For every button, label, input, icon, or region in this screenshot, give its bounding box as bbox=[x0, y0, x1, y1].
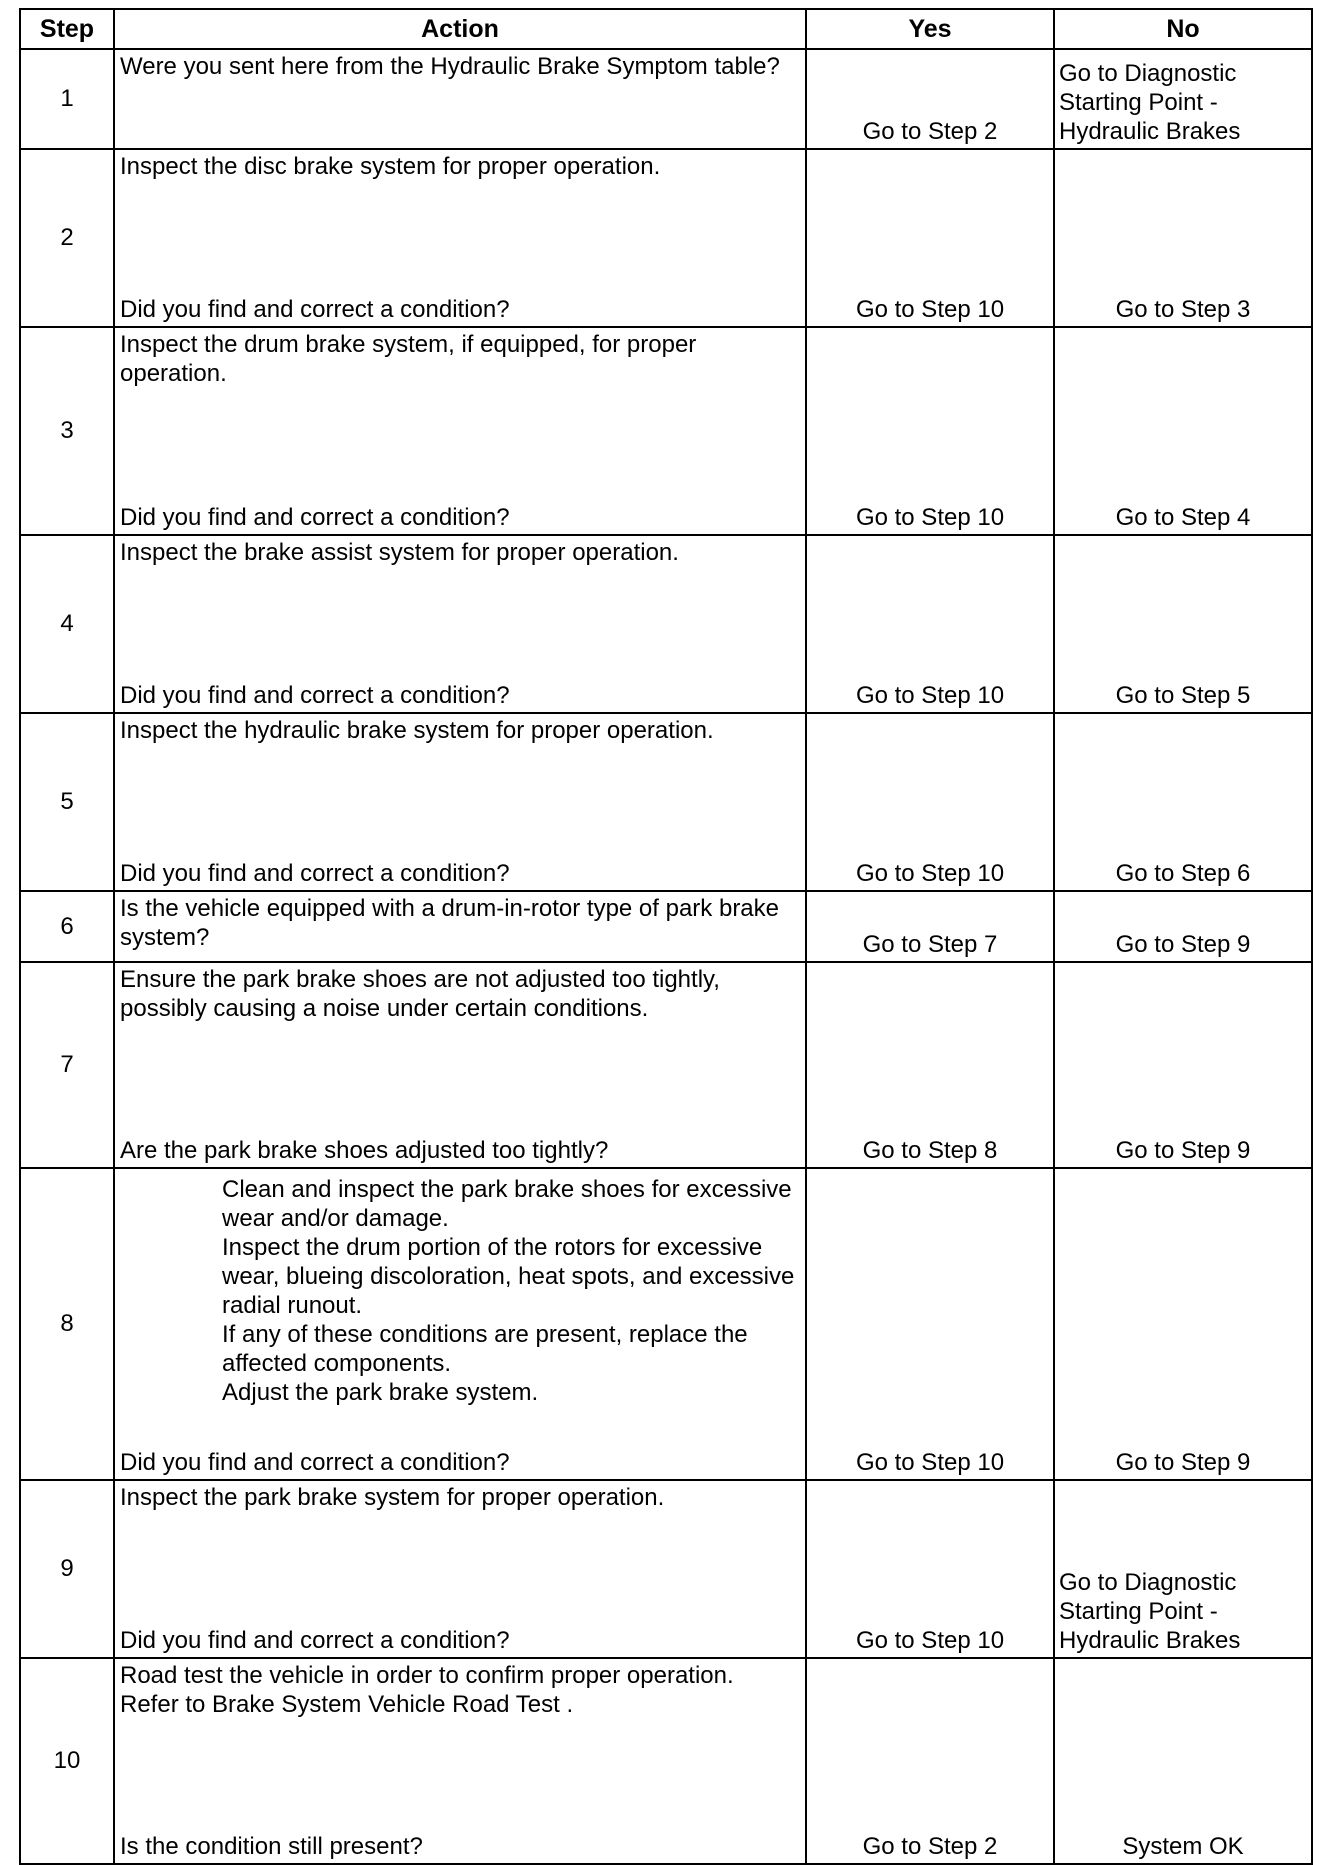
step-number: 4 bbox=[20, 535, 114, 713]
yes-cell bbox=[806, 1658, 1054, 1864]
no-cell bbox=[1054, 1480, 1312, 1658]
yes-link[interactable]: Go to Step 10 bbox=[855, 1627, 1005, 1654]
action-cell bbox=[114, 49, 806, 149]
action-text: Road test the vehicle in order to confirm proper operation. Refer to Brake System Vehicle Road Test . bbox=[120, 1662, 734, 1718]
diagnostic-table bbox=[19, 8, 1313, 1865]
step-number: 9 bbox=[20, 1480, 114, 1658]
action-question: Is the condition still present? bbox=[120, 1833, 423, 1860]
no-cell bbox=[1054, 1168, 1312, 1480]
table-row bbox=[20, 1480, 1312, 1658]
action-question: Did you find and correct a condition? bbox=[120, 1449, 510, 1476]
action-cell bbox=[114, 327, 806, 535]
no-cell bbox=[1054, 49, 1312, 149]
no-cell bbox=[1054, 891, 1312, 962]
no-link[interactable]: Go to Diagnostic Starting Point - Hydraulic Brakes bbox=[1059, 60, 1241, 145]
table-row bbox=[20, 149, 1312, 327]
yes-link[interactable]: Go to Step 10 bbox=[855, 1449, 1005, 1476]
no-cell bbox=[1054, 962, 1312, 1168]
yes-cell bbox=[806, 713, 1054, 891]
step-number: 10 bbox=[20, 1658, 114, 1864]
yes-link[interactable]: Go to Step 10 bbox=[855, 682, 1005, 709]
table-row bbox=[20, 962, 1312, 1168]
action-text: Were you sent here from the Hydraulic Brake Symptom table? bbox=[120, 53, 780, 80]
step-number: 7 bbox=[20, 962, 114, 1168]
table-row bbox=[20, 891, 1312, 962]
yes-cell bbox=[806, 327, 1054, 535]
yes-cell bbox=[806, 962, 1054, 1168]
step-number: 5 bbox=[20, 713, 114, 891]
action-question: Did you find and correct a condition? bbox=[120, 860, 510, 887]
action-text: Inspect the disc brake system for proper operation. bbox=[120, 153, 661, 180]
action-text: Ensure the park brake shoes are not adjusted too tightly, possibly causing a noise under certain conditions. bbox=[120, 966, 720, 1022]
action-cell bbox=[114, 962, 806, 1168]
no-link[interactable]: Go to Step 3 bbox=[1115, 296, 1251, 323]
action-question: Did you find and correct a condition? bbox=[120, 682, 510, 709]
yes-link[interactable]: Go to Step 7 bbox=[862, 931, 998, 958]
action-list-item: Clean and inspect the park brake shoes for excessive wear and/or damage. bbox=[222, 1176, 792, 1232]
action-question: Are the park brake shoes adjusted too tightly? bbox=[120, 1137, 609, 1164]
step-number: 2 bbox=[20, 149, 114, 327]
action-question: Did you find and correct a condition? bbox=[120, 296, 510, 323]
action-cell bbox=[114, 535, 806, 713]
no-cell bbox=[1054, 1658, 1312, 1864]
yes-link[interactable]: Go to Step 10 bbox=[855, 504, 1005, 531]
action-list-item: Adjust the park brake system. bbox=[222, 1379, 539, 1406]
action-cell bbox=[114, 713, 806, 891]
step-number: 3 bbox=[20, 327, 114, 535]
action-text: Inspect the brake assist system for proper operation. bbox=[120, 539, 679, 566]
header-yes: Yes bbox=[806, 9, 1054, 49]
action-cell bbox=[114, 1168, 806, 1480]
action-cell bbox=[114, 891, 806, 962]
table-row bbox=[20, 1168, 1312, 1480]
no-cell bbox=[1054, 713, 1312, 891]
step-number: 6 bbox=[20, 891, 114, 962]
action-list-item: Inspect the drum portion of the rotors for excessive wear, blueing discoloration, heat spots, and excessive radial runout. bbox=[222, 1234, 795, 1319]
yes-link[interactable]: Go to Step 2 bbox=[862, 118, 998, 145]
yes-cell bbox=[806, 891, 1054, 962]
no-link[interactable]: Go to Step 6 bbox=[1115, 860, 1251, 887]
no-link[interactable]: Go to Step 9 bbox=[1115, 1137, 1251, 1164]
action-question: Did you find and correct a condition? bbox=[120, 1627, 510, 1654]
action-list-item: If any of these conditions are present, replace the affected components. bbox=[222, 1321, 748, 1377]
action-cell bbox=[114, 149, 806, 327]
yes-link[interactable]: Go to Step 8 bbox=[862, 1137, 998, 1164]
yes-cell bbox=[806, 149, 1054, 327]
action-cell bbox=[114, 1658, 806, 1864]
no-link[interactable]: Go to Step 9 bbox=[1115, 1449, 1251, 1476]
no-cell bbox=[1054, 149, 1312, 327]
yes-cell bbox=[806, 535, 1054, 713]
yes-cell bbox=[806, 1480, 1054, 1658]
no-link[interactable]: Go to Step 9 bbox=[1115, 931, 1251, 958]
action-question: Did you find and correct a condition? bbox=[120, 504, 510, 531]
table-row bbox=[20, 327, 1312, 535]
header-row bbox=[20, 9, 1312, 49]
table-row bbox=[20, 535, 1312, 713]
no-link[interactable]: Go to Diagnostic Starting Point - Hydraulic Brakes bbox=[1059, 1569, 1241, 1654]
action-cell bbox=[114, 1480, 806, 1658]
table-row bbox=[20, 713, 1312, 891]
yes-cell bbox=[806, 49, 1054, 149]
action-text: Inspect the park brake system for proper operation. bbox=[120, 1484, 665, 1511]
header-no: No bbox=[1054, 9, 1312, 49]
no-link[interactable]: Go to Step 5 bbox=[1115, 682, 1251, 709]
table-row bbox=[20, 49, 1312, 149]
yes-link[interactable]: Go to Step 10 bbox=[855, 296, 1005, 323]
step-number: 1 bbox=[20, 49, 114, 149]
action-list bbox=[222, 1175, 799, 1407]
yes-link[interactable]: Go to Step 2 bbox=[862, 1833, 998, 1860]
yes-cell bbox=[806, 1168, 1054, 1480]
action-text: Inspect the hydraulic brake system for proper operation. bbox=[120, 717, 714, 744]
no-cell bbox=[1054, 535, 1312, 713]
no-link[interactable]: System OK bbox=[1122, 1833, 1244, 1860]
no-link[interactable]: Go to Step 4 bbox=[1115, 504, 1251, 531]
action-text: Is the vehicle equipped with a drum-in-rotor type of park brake system? bbox=[120, 895, 780, 951]
header-action: Action bbox=[114, 9, 806, 49]
header-step: Step bbox=[20, 9, 114, 49]
step-number: 8 bbox=[20, 1168, 114, 1480]
table-row bbox=[20, 1658, 1312, 1864]
yes-link[interactable]: Go to Step 10 bbox=[855, 860, 1005, 887]
no-cell bbox=[1054, 327, 1312, 535]
action-text: Inspect the drum brake system, if equipped, for proper operation. bbox=[120, 331, 697, 387]
